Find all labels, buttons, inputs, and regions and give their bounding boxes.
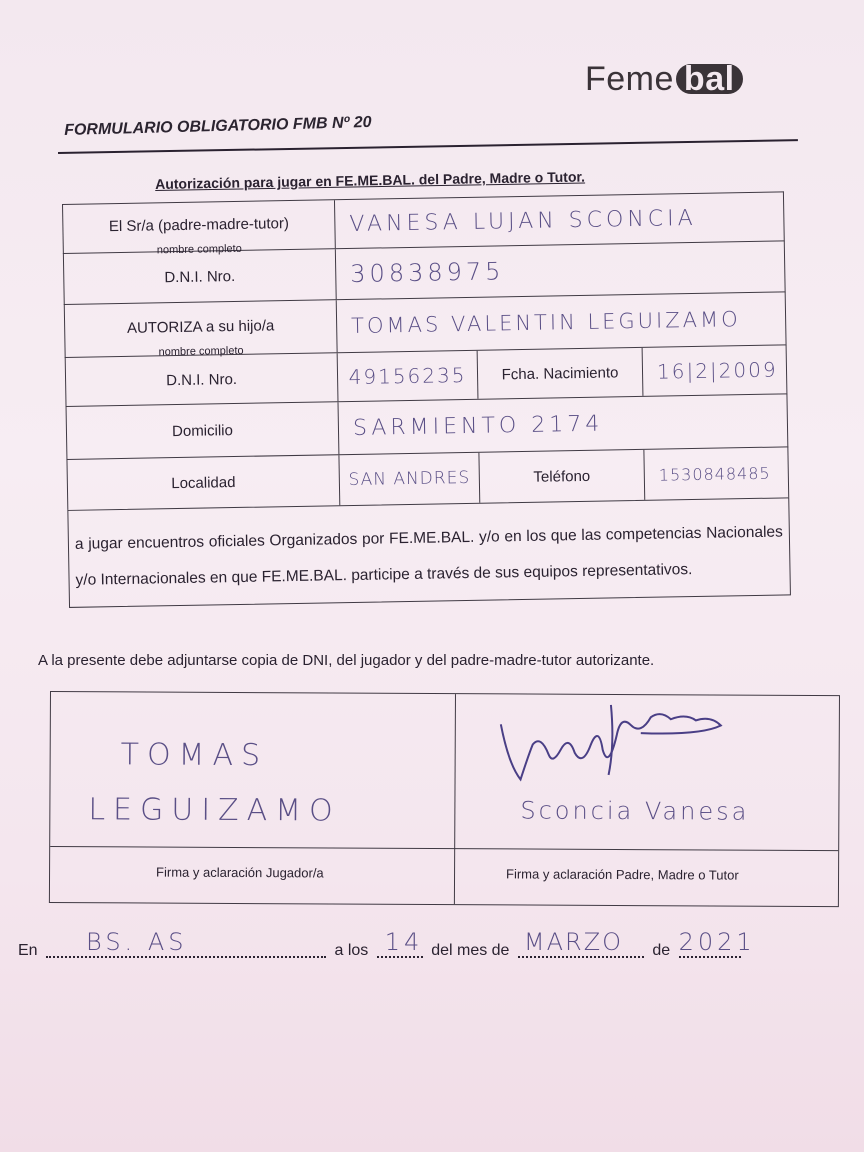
tutor-dni-value: 30838975 bbox=[350, 257, 505, 288]
tutor-name-label: El Sr/a (padre-madre-tutor) bbox=[108, 215, 290, 236]
city-label: Localidad bbox=[171, 473, 236, 492]
tutor-dni-label-cell bbox=[64, 249, 337, 304]
signature-divider-vertical bbox=[454, 694, 456, 904]
attachment-note: A la presente debe adjuntarse copia de DNI, del jugador y del padre-madre-tutor autorizante. bbox=[38, 652, 655, 669]
authorization-table bbox=[62, 191, 791, 608]
address-field[interactable] bbox=[339, 394, 788, 454]
year-field[interactable] bbox=[678, 928, 756, 958]
tutor-name-field[interactable] bbox=[335, 192, 784, 248]
birth-label-cell bbox=[478, 348, 644, 399]
place-value: BS. AS bbox=[86, 928, 188, 956]
birth-field[interactable] bbox=[643, 345, 787, 395]
femebal-logo bbox=[585, 60, 743, 99]
address-value: SARMIENTO 2174 bbox=[352, 411, 604, 441]
date-line bbox=[18, 928, 756, 960]
form-title: FORMULARIO OBLIGATORIO FMB Nº 20 bbox=[64, 113, 372, 139]
month-value: MARZO bbox=[523, 928, 624, 956]
child-name-field[interactable] bbox=[337, 292, 786, 352]
birth-value: 16|2|2009 bbox=[656, 357, 778, 384]
tutor-dni-label: D.N.I. Nro. bbox=[164, 267, 236, 286]
a-los-label: a los bbox=[334, 942, 369, 959]
player-signature-line2: LEGUIZAMO bbox=[88, 792, 341, 829]
address-label: Domicilio bbox=[171, 421, 234, 440]
player-signature-line1: TOMAS bbox=[120, 737, 269, 774]
year-value: 2021 bbox=[678, 928, 756, 956]
child-name-value: TOMAS VALENTIN LEGUIZAMO bbox=[350, 307, 741, 338]
city-value: SAN ANDRES bbox=[348, 467, 471, 491]
paragraph-row bbox=[67, 497, 791, 608]
tutor-signature-label: Firma y aclaración Padre, Madre o Tutor bbox=[506, 866, 739, 883]
tutor-dni-field[interactable] bbox=[336, 241, 785, 299]
month-field[interactable] bbox=[518, 928, 644, 958]
signature-table bbox=[49, 691, 840, 907]
tutor-signature-scribble-icon bbox=[491, 694, 751, 785]
signature-divider-horizontal bbox=[50, 846, 838, 851]
authorization-paragraph: a jugar encuentros oficiales Organizados por FE.ME.BAL. y/o en los que las competencias Nacionales y/o Internacionales en que FE.ME.BAL. participe a través de sus equipos representativos. bbox=[74, 523, 783, 589]
tutor-name-value: VANESA LUJAN SCONCIA bbox=[349, 205, 697, 237]
place-field[interactable] bbox=[46, 928, 326, 958]
child-name-label-cell bbox=[65, 300, 338, 357]
title-divider bbox=[58, 139, 798, 154]
logo-text: Feme bbox=[585, 60, 674, 98]
birth-label: Fcha. Nacimiento bbox=[501, 363, 619, 383]
mes-label: del mes de bbox=[431, 942, 510, 959]
day-value: 14 bbox=[384, 928, 424, 956]
logo-badge: bal bbox=[676, 64, 743, 94]
tutor-name-label-cell bbox=[63, 200, 336, 257]
de-label: de bbox=[652, 942, 671, 959]
phone-label-cell bbox=[479, 450, 645, 503]
tutor-name-sublabel: nombre completo bbox=[156, 242, 242, 257]
child-dni-field[interactable] bbox=[338, 351, 479, 401]
player-signature-label: Firma y aclaración Jugador/a bbox=[156, 864, 324, 881]
city-field[interactable] bbox=[339, 453, 480, 505]
phone-label: Teléfono bbox=[533, 467, 591, 486]
en-label: En bbox=[18, 942, 38, 959]
section-title: Autorización para jugar en FE.ME.BAL. del Padre, Madre o Tutor. bbox=[155, 168, 586, 192]
tutor-clarification: Sconcia Vanesa bbox=[520, 796, 750, 826]
child-dni-value: 49156235 bbox=[348, 362, 467, 390]
child-name-sublabel: nombre completo bbox=[158, 344, 244, 359]
day-field[interactable] bbox=[377, 928, 424, 958]
address-label-cell bbox=[67, 402, 340, 459]
phone-field[interactable] bbox=[644, 447, 788, 499]
phone-value: 1530848485 bbox=[658, 463, 771, 485]
child-name-label: AUTORIZA a su hijo/a bbox=[126, 317, 275, 337]
child-dni-label-cell bbox=[66, 353, 339, 406]
city-label-cell bbox=[67, 455, 340, 510]
child-dni-label: D.N.I. Nro. bbox=[166, 370, 238, 389]
